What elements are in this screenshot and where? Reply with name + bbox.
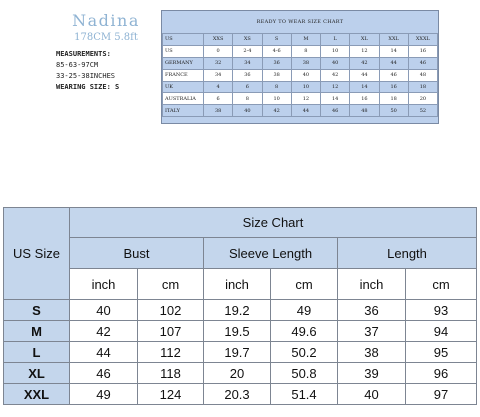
reference-cell: 42 xyxy=(350,57,379,69)
reference-cell: 40 xyxy=(321,57,350,69)
measurement-cell: 94 xyxy=(406,321,477,342)
measurement-cell: 36 xyxy=(338,300,406,321)
reference-cell: 14 xyxy=(379,45,408,57)
reference-cell: 34 xyxy=(204,69,233,81)
reference-cell: 4-6 xyxy=(262,45,291,57)
reference-cell: 12 xyxy=(350,45,379,57)
bust-header: Bust xyxy=(70,238,204,269)
unit-header: cm xyxy=(271,269,338,300)
reference-cell: 6 xyxy=(204,93,233,105)
reference-cell: 38 xyxy=(204,105,233,117)
measurement-cell: 46 xyxy=(70,363,138,384)
reference-chart-row xyxy=(163,81,438,93)
size-row xyxy=(4,384,477,405)
measurement-cell: 42 xyxy=(70,321,138,342)
measurement-cell: 40 xyxy=(70,300,138,321)
unit-header: inch xyxy=(338,269,406,300)
measurement-cell: 39 xyxy=(338,363,406,384)
size-row xyxy=(4,363,477,384)
model-info xyxy=(56,12,156,93)
measurement-cell: 40 xyxy=(338,384,406,405)
measurement-cell: 95 xyxy=(406,342,477,363)
reference-chart-row xyxy=(163,45,438,57)
size-label: XXL xyxy=(4,384,70,405)
reference-cell: 12 xyxy=(321,81,350,93)
reference-cell: 18 xyxy=(379,93,408,105)
reference-cell: 34 xyxy=(233,57,262,69)
reference-cell: 14 xyxy=(321,93,350,105)
measurement-cell: 19.5 xyxy=(204,321,271,342)
reference-cell: 46 xyxy=(379,69,408,81)
reference-chart-table xyxy=(162,33,438,117)
unit-header: inch xyxy=(204,269,271,300)
measurement-cell: 124 xyxy=(138,384,204,405)
measurement-cell: 49.6 xyxy=(271,321,338,342)
reference-cell: 44 xyxy=(379,57,408,69)
reference-cell: 40 xyxy=(291,69,320,81)
reference-chart-row xyxy=(163,93,438,105)
reference-cell: XL xyxy=(350,34,379,46)
reference-cell: 38 xyxy=(291,57,320,69)
reference-cell: 48 xyxy=(408,69,437,81)
size-label: L xyxy=(4,342,70,363)
measurement-cell: 96 xyxy=(406,363,477,384)
reference-chart-row xyxy=(163,69,438,81)
reference-cell: 42 xyxy=(321,69,350,81)
measurement-cell: 107 xyxy=(138,321,204,342)
reference-cell: 46 xyxy=(321,105,350,117)
reference-cell: 42 xyxy=(262,105,291,117)
size-chart xyxy=(3,207,476,405)
reference-cell: 16 xyxy=(350,93,379,105)
reference-cell: 20 xyxy=(408,93,437,105)
measurements-cm: 85-63-97CM xyxy=(56,61,99,69)
size-row xyxy=(4,300,477,321)
reference-cell: XXXL xyxy=(408,34,437,46)
size-row xyxy=(4,342,477,363)
unit-header: inch xyxy=(70,269,138,300)
measurement-cell: 93 xyxy=(406,300,477,321)
size-label: S xyxy=(4,300,70,321)
measurement-cell: 49 xyxy=(271,300,338,321)
reference-row-label: US xyxy=(163,45,204,57)
measurements-inches: 33-25-38INCHES xyxy=(56,72,116,80)
measurement-cell: 102 xyxy=(138,300,204,321)
size-row xyxy=(4,321,477,342)
reference-cell: 0 xyxy=(204,45,233,57)
reference-cell: 10 xyxy=(262,93,291,105)
measurement-cell: 20.3 xyxy=(204,384,271,405)
reference-cell: 16 xyxy=(408,45,437,57)
reference-cell: 14 xyxy=(350,81,379,93)
reference-row-label: FRANCE xyxy=(163,69,204,81)
unit-header: cm xyxy=(138,269,204,300)
measurement-cell: 50.8 xyxy=(271,363,338,384)
reference-row-label: GERMANY xyxy=(163,57,204,69)
reference-cell: 48 xyxy=(350,105,379,117)
size-label: M xyxy=(4,321,70,342)
reference-chart-row xyxy=(163,34,438,46)
measurement-cell: 37 xyxy=(338,321,406,342)
measurement-cell: 38 xyxy=(338,342,406,363)
unit-header: cm xyxy=(406,269,477,300)
reference-chart-row xyxy=(163,57,438,69)
reference-cell: 38 xyxy=(262,69,291,81)
measurement-cell: 19.2 xyxy=(204,300,271,321)
reference-cell: 16 xyxy=(379,81,408,93)
reference-cell: XS xyxy=(233,34,262,46)
reference-cell: 50 xyxy=(379,105,408,117)
reference-cell: S xyxy=(262,34,291,46)
reference-cell: 44 xyxy=(350,69,379,81)
reference-cell: 36 xyxy=(233,69,262,81)
wearing-size: WEARING SIZE: S xyxy=(56,83,120,91)
measurement-cell: 50.2 xyxy=(271,342,338,363)
sleeve-length-header: Sleeve Length xyxy=(204,238,338,269)
model-height: 178CM 5.8ft xyxy=(74,32,138,43)
reference-cell: 40 xyxy=(233,105,262,117)
measurement-cell: 112 xyxy=(138,342,204,363)
measurement-cell: 51.4 xyxy=(271,384,338,405)
model-name: Nadina xyxy=(72,11,140,30)
reference-cell: 44 xyxy=(291,105,320,117)
reference-cell: M xyxy=(291,34,320,46)
reference-row-label: US xyxy=(163,34,204,46)
reference-cell: 6 xyxy=(233,81,262,93)
measurement-cell: 97 xyxy=(406,384,477,405)
measurement-cell: 44 xyxy=(70,342,138,363)
measurement-cell: 118 xyxy=(138,363,204,384)
reference-size-chart xyxy=(161,10,439,124)
reference-cell: 8 xyxy=(233,93,262,105)
reference-chart-title: READY TO WEAR SIZE CHART xyxy=(256,19,344,25)
reference-cell: 4 xyxy=(204,81,233,93)
reference-cell: 8 xyxy=(262,81,291,93)
measurement-cell: 19.7 xyxy=(204,342,271,363)
reference-cell: XXL xyxy=(379,34,408,46)
reference-cell: 10 xyxy=(291,81,320,93)
reference-cell: L xyxy=(321,34,350,46)
reference-cell: 52 xyxy=(408,105,437,117)
measurements-label: MEASUREMENTS: xyxy=(56,50,111,58)
reference-cell: 32 xyxy=(204,57,233,69)
reference-cell: 46 xyxy=(408,57,437,69)
reference-cell: 18 xyxy=(408,81,437,93)
reference-chart-row xyxy=(163,105,438,117)
reference-row-label: ITALY xyxy=(163,105,204,117)
size-chart-table xyxy=(3,207,477,405)
reference-cell: 12 xyxy=(291,93,320,105)
reference-cell: 10 xyxy=(321,45,350,57)
us-size-header: US Size xyxy=(4,208,70,300)
size-chart-title: Size Chart xyxy=(70,208,477,238)
reference-cell: 2-4 xyxy=(233,45,262,57)
measurement-cell: 49 xyxy=(70,384,138,405)
reference-cell: 36 xyxy=(262,57,291,69)
length-header: Length xyxy=(338,238,477,269)
measurement-cell: 20 xyxy=(204,363,271,384)
reference-row-label: UK xyxy=(163,81,204,93)
size-label: XL xyxy=(4,363,70,384)
reference-row-label: AUSTRALIA xyxy=(163,93,204,105)
reference-cell: 8 xyxy=(291,45,320,57)
reference-cell: XXS xyxy=(204,34,233,46)
